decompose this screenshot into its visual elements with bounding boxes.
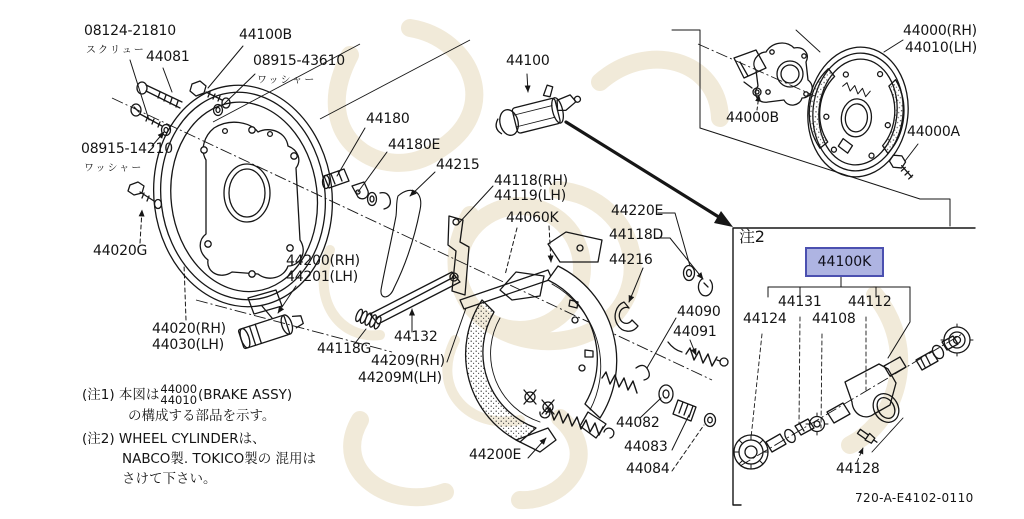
part-label-44100: 44100: [506, 53, 550, 69]
part-label-44082: 44082: [616, 415, 660, 431]
note-1-line-2: の構成する部品を示す。: [128, 408, 276, 424]
note-1-part-numbers: [160, 384, 197, 406]
note-1-suffix: (BRAKE ASSY): [198, 387, 293, 403]
part-label-44000b: 44000B: [726, 110, 779, 126]
note-1-num-bottom: 44010: [160, 393, 198, 407]
part-label-44220e: 44220E: [611, 203, 664, 219]
wheel-cylinder-drawing: [489, 78, 585, 138]
part-label-44131: 44131: [778, 294, 822, 310]
part-label-44118g: 44118G: [317, 341, 372, 357]
part-label-44090: 44090: [677, 304, 721, 320]
part-label-44201lh: 44201(LH): [286, 269, 358, 285]
part-label-44020rh: 44020(RH): [152, 321, 226, 337]
part-label-44108: 44108: [812, 311, 856, 327]
part-label-08124-21810: 08124-21810: [84, 23, 176, 39]
part-label-44010lh: 44010(LH): [905, 40, 977, 56]
note-2-line-1: (注2) WHEEL CYLINDERは、: [82, 431, 266, 447]
part-label-44119lh: 44119(LH): [494, 188, 566, 204]
part-label-44209rh: 44209(RH): [371, 353, 445, 369]
part-label-44030lh: 44030(LH): [152, 337, 224, 353]
drawing-code: 720-A-E4102-0110: [855, 491, 974, 505]
part-label-44091: 44091: [673, 324, 717, 340]
part-label-44112: 44112: [848, 294, 892, 310]
part-label-44000rh: 44000(RH): [903, 23, 977, 39]
part-label-44060k: 44060K: [506, 210, 559, 226]
note-1-prefix: (注1) 本図は: [82, 387, 160, 403]
part-label-44180: 44180: [366, 111, 410, 127]
highlighted-part-44100k[interactable]: 44100K: [805, 247, 884, 277]
note-1-line-1: [82, 384, 292, 406]
inset-note-tag: 注2: [739, 227, 765, 246]
part-label-44200rh: 44200(RH): [286, 253, 360, 269]
part-label-44118d: 44118D: [609, 227, 664, 243]
part-label-44020g: 44020G: [93, 243, 148, 259]
note-2-line-2: NABCO製. TOKICO製の 混用は: [122, 451, 317, 467]
part-label-08915-43610-jp: ワッシャー: [257, 75, 317, 86]
note-1-num-top: 44000: [160, 382, 198, 396]
part-label-44215: 44215: [436, 157, 480, 173]
adjuster-assembly-drawing: [238, 310, 305, 349]
part-label-44216: 44216: [609, 252, 653, 268]
part-label-44100b: 44100B: [239, 27, 292, 43]
part-label-44081: 44081: [146, 49, 190, 65]
part-label-44000a: 44000A: [907, 124, 960, 140]
part-label-44200e: 44200E: [469, 447, 522, 463]
part-label-44209mlh: 44209M(LH): [358, 370, 442, 386]
note-2-line-3: さけて下さい。: [122, 471, 217, 487]
part-label-44132: 44132: [394, 329, 438, 345]
part-label-44083: 44083: [624, 439, 668, 455]
assembled-brake-drawing: [734, 30, 918, 182]
part-label-44128: 44128: [836, 461, 880, 477]
part-label-08915-14210-jp: ワッシャー: [84, 163, 144, 174]
part-label-08915-14210: 08915-14210: [81, 141, 173, 157]
part-label-08124-jp: スクリュー: [86, 45, 146, 56]
part-label-08915-43610: 08915-43610: [253, 53, 345, 69]
part-label-44180e: 44180E: [388, 137, 441, 153]
part-label-44124: 44124: [743, 311, 787, 327]
part-label-44084: 44084: [626, 461, 670, 477]
part-label-44118rh: 44118(RH): [494, 173, 568, 189]
leader-lines: [130, 40, 918, 471]
